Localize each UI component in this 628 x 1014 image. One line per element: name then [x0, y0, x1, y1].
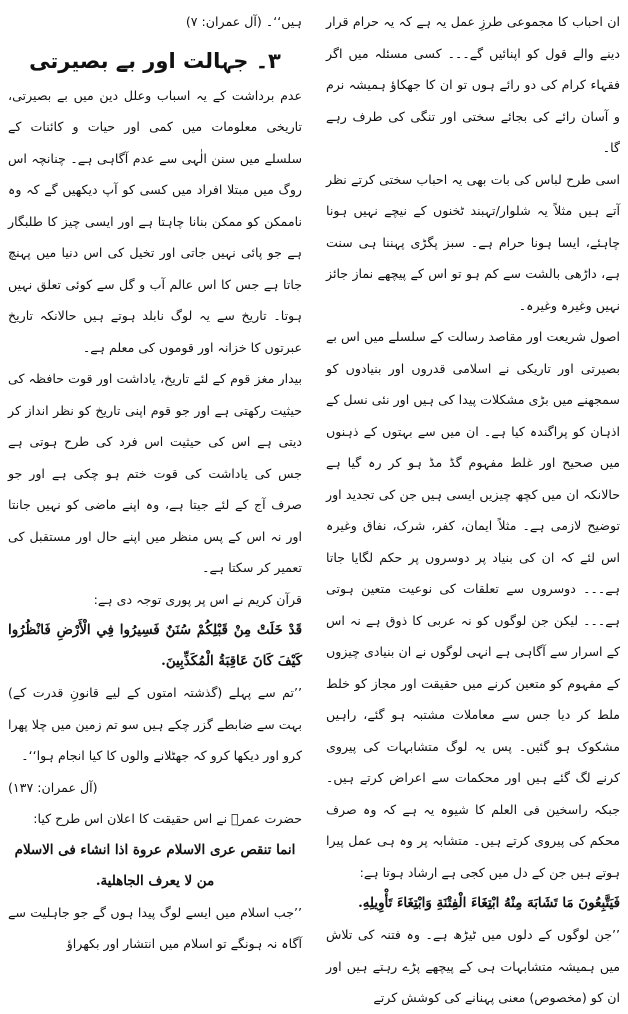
- paragraph: اسی طرح لباس کی بات بھی یہ احباب سختی کرتے نظر آتے ہیں مثلاً یہ شلوار/تہبند ٹخنوں کے نیچے نہیں ہونا چاہئے، ایسا ہونا حرام ہے۔ سبز پگڑی پہننا ہی سنت ہے، داڑھی بالشت سے کم ہو تو اس کے پیچھے نماز جائز نہیں وغیرہ وغیرہ۔: [326, 171, 620, 313]
- arabic-quote: انما تنقص عرى الاسلام عروة اذا انشاء فى الاسلام من لا يعرف الجاهلية.: [14, 841, 296, 889]
- paragraph: قرآن کریم نے اس پر پوری توجہ دی ہے:: [93, 591, 302, 607]
- verse-citation-end: ہیں‘‘۔ (آل عمران: ۷): [185, 14, 302, 29]
- right-column: [320, 6, 622, 1005]
- quran-verse: قَدْ خَلَتْ مِنْ قَبْلِكُمْ سُنَنٌ فَسِيرُوا فِي الْأَرْضِ فَانْظُرُوا كَيْفَ كَانَ عَاقِبَةُ الْمُكَذِّبِينَ.: [8, 622, 302, 669]
- paragraph: بیدار مغز قوم کے لئے تاریخ، یاداشت اور قوت حافظہ کی حیثیت رکھتی ہے اور جو قوم اپنی تاریخ کو نظر انداز کر دیتی ہے اس کی حیثیت اس فرد کی طرح ہوتی ہے جس کی یاداشت کی قوت ختم ہو چکی ہے اور جو صرف آج کے لئے جیتا ہے، وہ اپنے ماضی کو نہیں جانتا اور نہ اس کے پس منظر میں اپنے حال اور مستقبل کی تعمیر کر سکتا ہے۔: [8, 371, 302, 575]
- verse-citation: (آل عمران: ۱۳۷): [8, 779, 98, 795]
- section-heading: ۳۔ جہالت اور بے بصیرتی: [29, 48, 281, 73]
- paragraph: اصول شریعت اور مقاصد رسالت کے سلسلے میں اس بے بصیرتی اور تاریکی نے اسلامی قدروں اور بنیادوں کو سمجھنے میں بڑی مشکلات پیدا کی ہیں اور نئی نسل کے اذہان کو پراگندہ کیا ہے۔ ان میں سے بہتوں کے ذہنوں میں صحیح اور غلط مفہوم گڈ مڈ ہو کر رہ گیا ہے حالانکہ ان میں کچھ چیزیں ایسی ہیں جن کی تجدید اور توضیح لازمی ہے۔ مثلاً ایمان، کفر، شرک، نفاق وغیرہ اس لئے کہ ان کی بنیاد پر دوسروں پر حکم لگایا جاتا ہے۔۔۔ دوسروں سے تعلقات کی نوعیت متعین ہوتی ہے۔۔۔ لیکن جن لوگوں کو نہ عربی کا ذوق ہے نہ اس کے اسرار سے آگاہی ہے انہی لوگوں نے ان بنیادی چیزوں کے مفہوم کو متعین کرنے میں حقیقت اور مجاز کو خلط ملط کر دیا جس سے معاملات مشتبہ ہو گئے، راہیں مشکوک ہو گئیں۔ پس یہ لوگ متشابہات کی پیروی کرنے لگ گئے ہیں اور محکمات سے اعراض کرتے ہیں۔ جبکہ راسخین فی العلم کا شیوہ یہ ہے کہ وہ صرف محکم کی پیروی کرتے ہیں۔ متشابہ پر وہ ہی عمل پیرا ہوتے ہیں جن کے دل میں کجی ہے ارشاد ہوتا ہے:: [326, 329, 620, 880]
- paragraph: حضرت عمرؓ نے اس حقیقت کا اعلان اس طرح کیا:: [33, 811, 302, 826]
- translation-paragraph: ’’تم سے پہلے (گذشتہ امتوں کے لیے قانونِ قدرت کے) بہت سے ضابطے گزر چکے ہیں سو تم زمین میں چلا پھرا کرو اور دیکھا کرو کہ جھٹلانے والوں کا کیا انجام ہوا‘‘۔: [8, 685, 302, 763]
- paragraph: عدم برداشت کے یہ اسباب وعلل دین میں بے بصیرتی، تاریخی معلومات میں کمی اور حیات و کائنات کے سلسلے میں سنن الٰہی سے عدم آگاہی ہے۔ چنانچہ اس روگ میں مبتلا افراد میں کسی کو آپ دیکھیں گے کہ وہ ناممکن کو ممکن بنانا چاہتا ہے اور ایسی چیز کا طلبگار ہے جو پائی نہیں جاتی اور تخیل کی اس دنیا میں پہنچ جاتا ہے جس کا اس عالم آب و گل سے کوئی تعلق نہیں ہوتا۔ تاریخ سے یہ لوگ نابلد ہوتے ہیں حالانکہ تاریخ عبرتوں کا خزانہ اور قوموں کی معلم ہے۔: [8, 87, 302, 355]
- translation-paragraph: ’’جب اسلام میں ایسے لوگ پیدا ہوں گے جو جاہلیت سے آگاہ نہ ہونگے تو اسلام میں انتشار اور بکھراؤ: [8, 904, 302, 951]
- paragraph: ان احباب کا مجموعی طرزِ عمل یہ ہے کہ یہ حرام قرار دینے والے قول کو اپنائیں گے۔۔۔ کسی مسئلہ میں اگر فقہاء کرام کی دو رائے ہوں تو ان کا جھکاؤ ہمیشہ نرم و آسان رائے کی بجائے سختی اور تنگی کی طرف رہے گا۔: [326, 14, 620, 155]
- left-column: [6, 6, 308, 986]
- quran-verse: فَيَتَّبِعُونَ مَا تَشَابَهَ مِنْهُ ابْتِغَاءَ الْفِتْنَةِ وَابْتِغَاءَ تَأْوِيلِهِ.: [358, 895, 620, 911]
- translation-paragraph: ’’جن لوگوں کے دلوں میں ٹیڑھ ہے۔ وہ فتنہ کی تلاش میں ہمیشہ متشابہات ہی کے پیچھے پڑے رہتے ہیں اور ان کو (مخصوص) معنی پہنانے کی کوشش کرتے: [326, 927, 620, 1005]
